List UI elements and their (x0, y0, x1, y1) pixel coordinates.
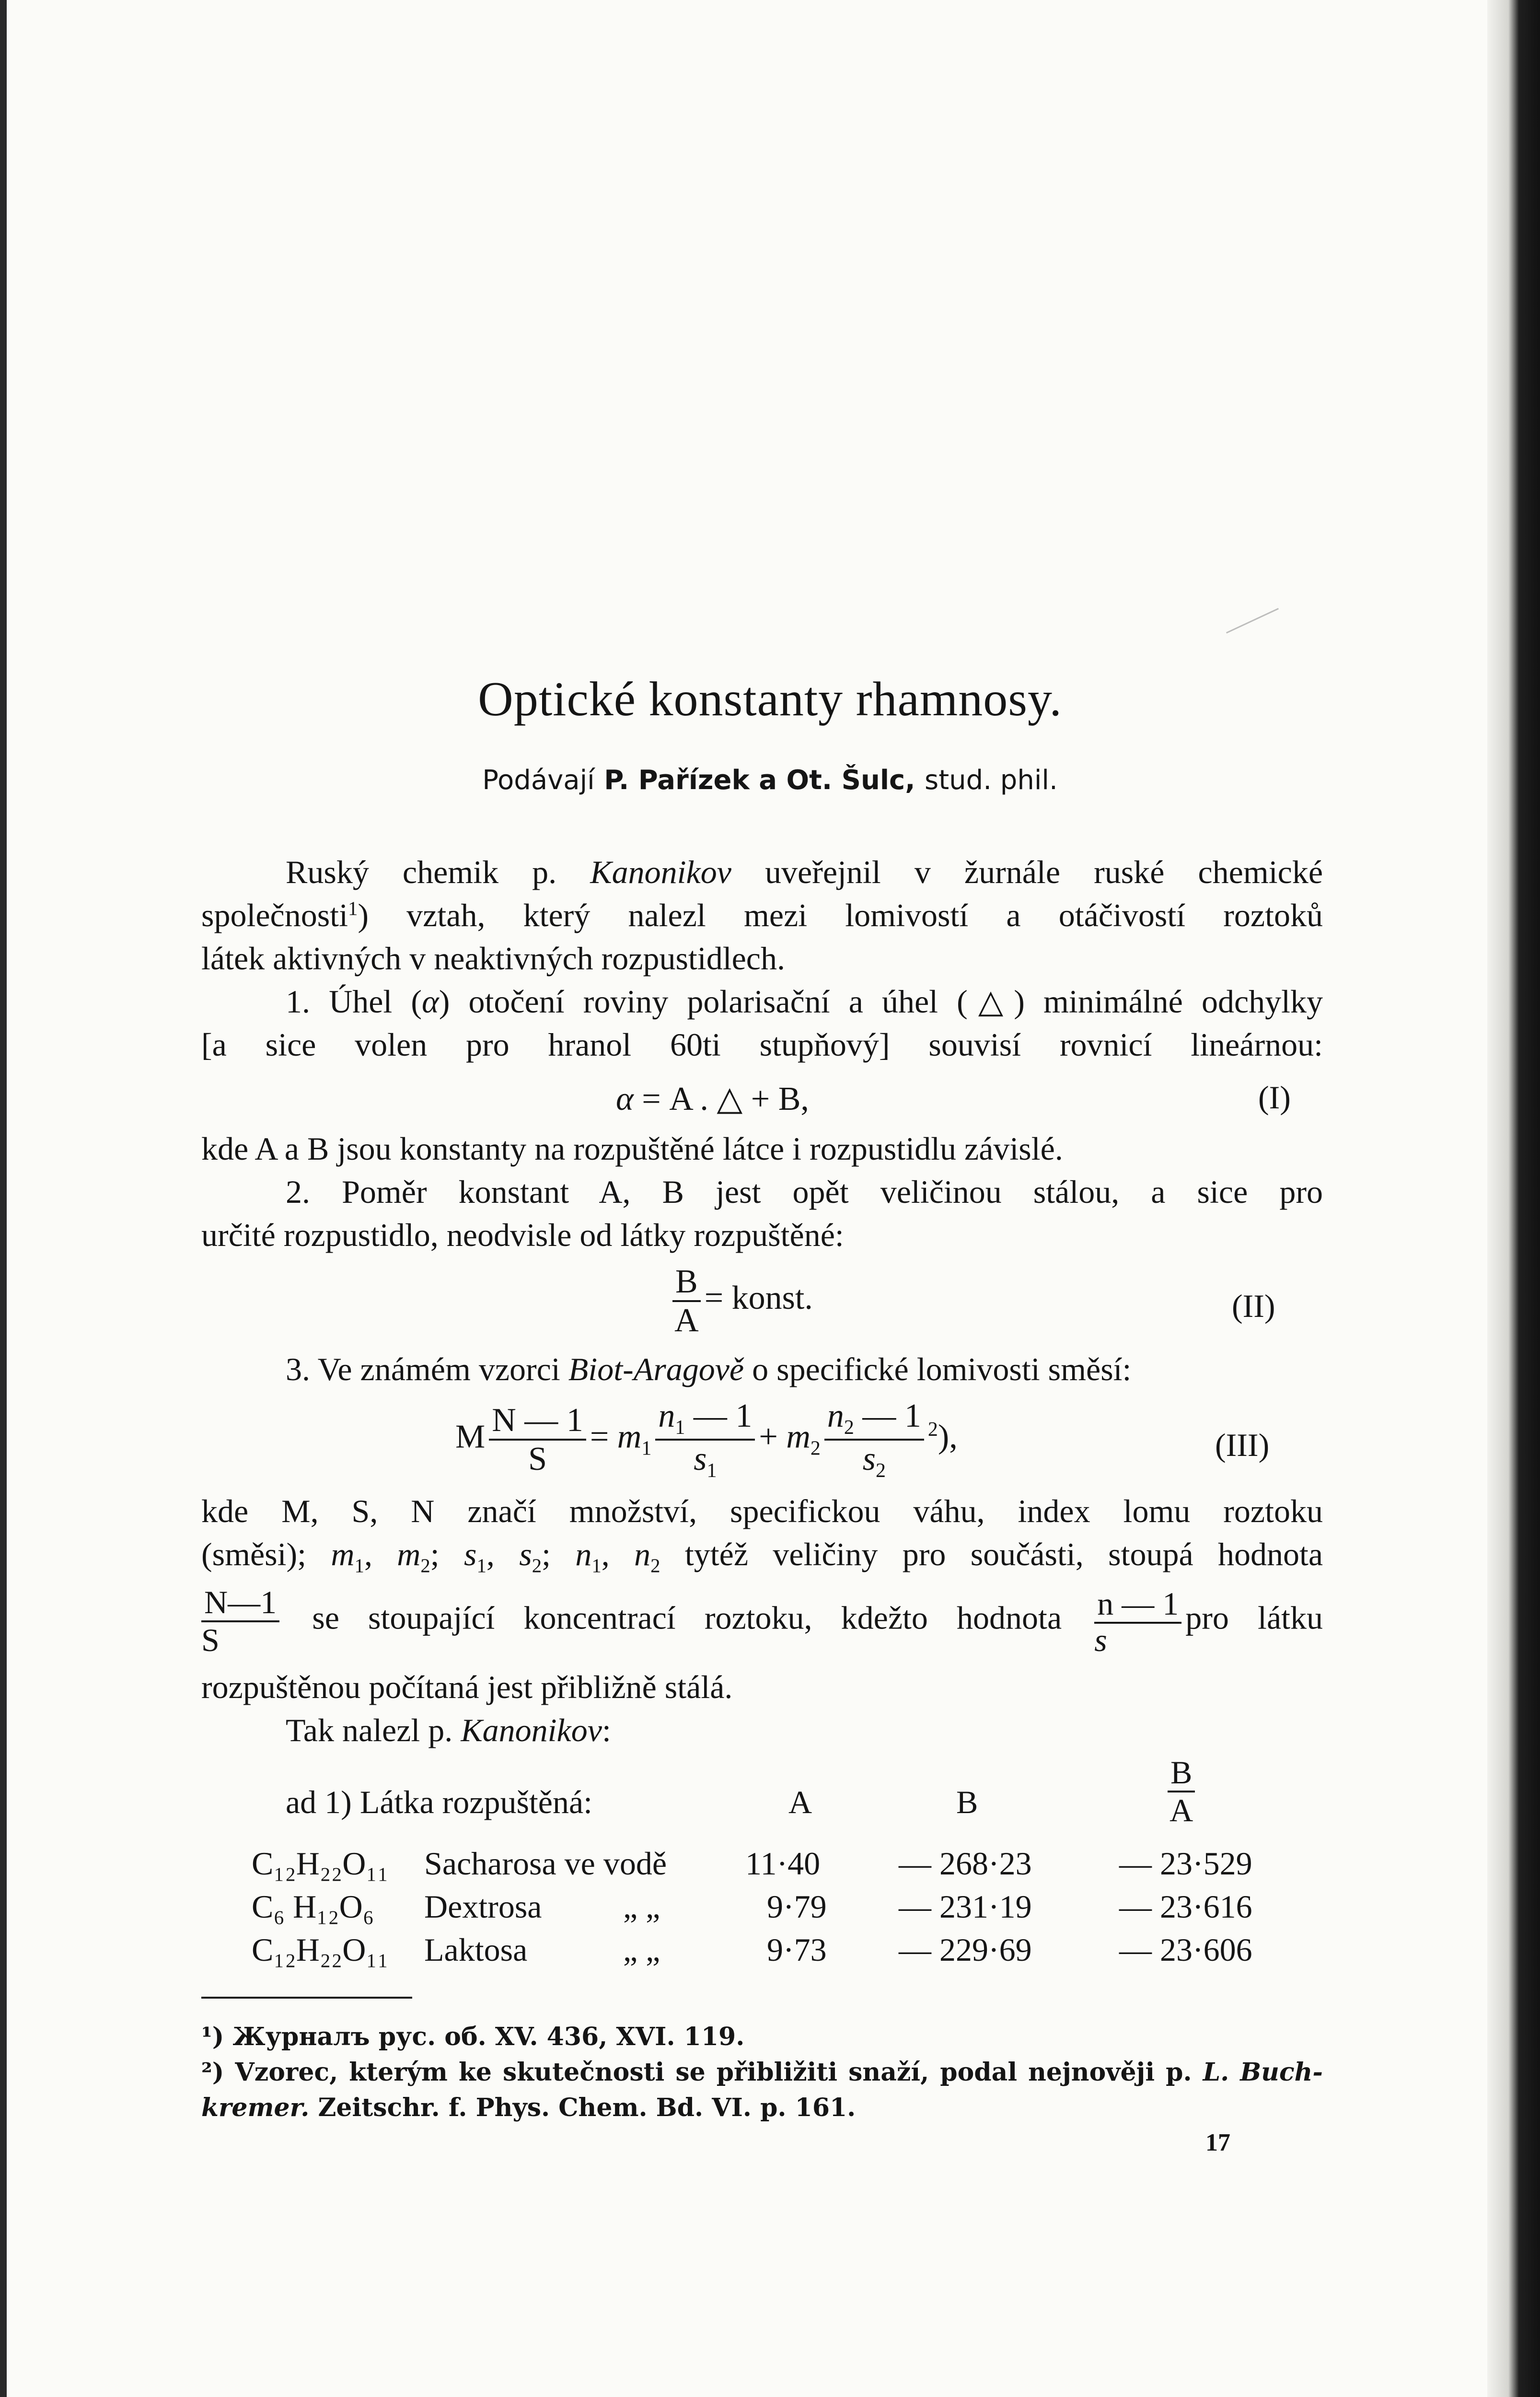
equation-number-1: (I) (1258, 1079, 1291, 1116)
denominator: S (201, 1621, 220, 1658)
formula: C₁₂H₂₂O₁₁ (252, 1932, 389, 1968)
eq3-m: M (455, 1418, 486, 1455)
n2: n (827, 1397, 844, 1434)
ditto-marks: „ „ (623, 1888, 660, 1925)
alpha-symbol: α (422, 983, 439, 1020)
footnote-text: Zeitschr. f. Phys. Chem. Bd. VI. p. 161. (318, 2093, 856, 2122)
article-title: Optické konstanty rhamnosy. (478, 672, 1062, 726)
equals: = (590, 1418, 609, 1455)
footnote-1 (201, 2022, 1323, 2051)
text: pro látku (1185, 1599, 1323, 1636)
scan-mark (1223, 602, 1279, 633)
author-name: Kanonikov (590, 854, 731, 890)
alpha-symbol: α (616, 1081, 634, 1117)
semicolon: ; (542, 1536, 551, 1572)
formula: C₁₂H₂₂O₁₁ (252, 1845, 389, 1882)
substance-name: Sacharosa ve vodě (424, 1845, 667, 1882)
point3-after-line2 (201, 1538, 1323, 1576)
equation-2 (669, 1263, 813, 1339)
footnote-author: kremer. (201, 2093, 310, 2122)
page-number: 17 (1205, 2129, 1230, 2156)
point3-after-line3 (201, 1584, 1323, 1658)
close-paren: ), (938, 1418, 958, 1455)
n: n (634, 1536, 651, 1572)
n1: n (658, 1397, 675, 1434)
para1-line2 (201, 899, 1323, 931)
sub: 1 (476, 1555, 486, 1577)
footnote-2-line2 (201, 2093, 1323, 2122)
denominator (655, 1441, 755, 1482)
byline (0, 765, 1540, 796)
s1: s (694, 1441, 707, 1478)
footnote-author: L. Buch- (1203, 2058, 1323, 2087)
sub: 1 (354, 1555, 364, 1577)
point1-line1 (201, 985, 1323, 1018)
footnote-rule (201, 1997, 412, 1999)
point3-after-line4: rozpuštěnou počítaná jest přibližně stálá. (201, 1669, 733, 1705)
byline-authors: P. Pařízek a Ot. Šulc, (604, 765, 915, 796)
s: s (464, 1536, 477, 1572)
fraction-b-over-a (1168, 1755, 1195, 1828)
denominator: S (528, 1441, 547, 1478)
delta-symbol: △ (967, 983, 1014, 1020)
m2: m (786, 1418, 811, 1455)
author-name: Kanonikov (461, 1712, 602, 1748)
text: společnosti (201, 897, 348, 933)
denominator: A (674, 1302, 699, 1339)
byline-prefix: Podávají (482, 765, 595, 796)
sub: 2 (650, 1555, 660, 1577)
numerator: B (1168, 1755, 1195, 1792)
point1-line2: [a sice volen pro hranol 60ti stupňový] souvisí rovnicí lineárnou: (201, 1026, 1323, 1063)
text: 1. Úhel ( (286, 983, 422, 1020)
substance-name: Laktosa (424, 1932, 528, 1968)
equation-rhs: = konst. (704, 1280, 813, 1317)
m: m (397, 1536, 421, 1572)
denominator (824, 1441, 924, 1482)
footnote-mark: ²) (201, 2058, 224, 2087)
value-ratio: — 23·616 (1119, 1888, 1252, 1925)
point3-after-line1: kde M, S, N značí množství, specifickou váhu, index lomu roztoku (201, 1493, 1323, 1529)
text: se stoupající koncentrací roztoku, kdežto hodnota (312, 1599, 1062, 1636)
table-header-ratio (1164, 1755, 1199, 1828)
plus: + (759, 1418, 778, 1455)
equation-3 (455, 1397, 958, 1482)
fraction-N-minus-1-over-S (201, 1584, 279, 1658)
substance-name: Dextrosa (424, 1888, 542, 1925)
fraction-n-minus-1-over-s (489, 1402, 586, 1478)
point1-after: kde A a B jsou konstanty na rozpuštěné látce i rozpustidlu závislé. (201, 1130, 1063, 1167)
value-a: 11·40 (745, 1845, 821, 1882)
table-header-b: B (956, 1784, 978, 1820)
colon: : (602, 1712, 611, 1748)
footnote-ref: 1 (347, 897, 358, 919)
n: n (575, 1536, 592, 1572)
m2-sub: 2 (810, 1437, 821, 1460)
point2-line1: 2. Poměr konstant A, B jest opět veličinou stálou, a sice pro (286, 1174, 1323, 1210)
value-b: — 229·69 (899, 1932, 1032, 1968)
footnote-text: Журналъ рус. об. XV. 436, XVI. 119. (232, 2022, 745, 2051)
numerator: N—1 (201, 1584, 279, 1622)
scan-edge-right (1487, 0, 1540, 2397)
value-a: 9·79 (767, 1888, 827, 1925)
table-header-a: A (788, 1784, 812, 1820)
table-header-label: ad 1) Látka rozpuštěná: (286, 1784, 593, 1820)
formula-name: Biot-Aragově (568, 1351, 744, 1387)
numerator: B (672, 1263, 701, 1302)
fraction-n2-over-s2 (824, 1397, 924, 1482)
para1-line1 (201, 856, 1323, 888)
para1-line3: látek aktivných v neaktivných rozpustidlech. (201, 940, 785, 977)
numerator (824, 1397, 924, 1441)
sub: 2 (844, 1417, 854, 1439)
text: uveřejnil v žurnále ruské chemické (765, 854, 1323, 890)
text: tytéž veličiny pro součásti, stoupá hodnota (684, 1536, 1323, 1572)
sub: 2 (532, 1555, 542, 1577)
numerator: n — 1 (1094, 1586, 1181, 1624)
comma: , (486, 1536, 495, 1572)
ditto-marks: „ „ (623, 1932, 660, 1968)
fraction-n-minus-1-over-s (1094, 1585, 1181, 1659)
s: s (519, 1536, 532, 1572)
scan-edge-left (0, 0, 7, 2397)
text: ) otočení roviny polarisační a úhel ( (439, 983, 968, 1020)
formula: C₆ H₁₂O₆ (252, 1888, 374, 1925)
sub: 1 (706, 1460, 717, 1482)
byline-suffix: stud. phil. (925, 765, 1058, 796)
equation-number-3: (III) (1215, 1427, 1270, 1463)
fraction-b-over-a (672, 1263, 701, 1339)
comma: , (601, 1536, 610, 1572)
value-ratio: — 23·606 (1119, 1932, 1252, 1968)
fraction-n1-over-s1 (655, 1397, 755, 1482)
m: m (331, 1536, 355, 1572)
equation-1 (616, 1079, 809, 1118)
text: ) minimálné odchylky (1014, 983, 1323, 1020)
equation-number-2: (II) (1232, 1288, 1275, 1324)
value-b: — 231·19 (899, 1888, 1032, 1925)
comma: , (364, 1536, 372, 1572)
s2: s (862, 1441, 876, 1478)
sub: 1 (675, 1417, 685, 1439)
sub: 2 (420, 1555, 430, 1577)
denominator: s (1094, 1622, 1107, 1659)
text: ) vztah, který nalezl mezi lomivostí a otáčivostí roztoků (358, 897, 1323, 933)
footnote-ref: 2 (927, 1418, 938, 1441)
m1: m (617, 1418, 642, 1455)
point3-after-line5 (286, 1714, 1323, 1746)
denominator: A (1169, 1792, 1193, 1828)
point3-line (201, 1353, 1323, 1385)
text: Tak nalezl p. (286, 1712, 453, 1748)
semicolon: ; (430, 1536, 440, 1572)
value-b: — 268·23 (899, 1845, 1032, 1882)
footnote-2-line1 (201, 2058, 1323, 2087)
text: Ruský chemik p. (286, 854, 557, 890)
text: 3. Ve známém vzorci (286, 1351, 560, 1387)
m1-sub: 1 (641, 1437, 652, 1460)
footnote-text: Vzorec, kterým ke skutečnosti se přibližiti snaží, podal nejnověji p. (235, 2058, 1192, 2087)
value-a: 9·73 (767, 1932, 827, 1968)
sub: 1 (591, 1555, 602, 1577)
point2-line2: určité rozpustidlo, neodvisle od látky rozpuštěné: (201, 1217, 844, 1253)
minus-one: — 1 (854, 1397, 921, 1434)
text: (směsi); (201, 1536, 307, 1572)
equation-body: = A . △ + B, (642, 1081, 809, 1117)
numerator (655, 1397, 755, 1441)
footnote-mark: ¹) (201, 2022, 224, 2051)
minus-one: — 1 (685, 1397, 753, 1434)
numerator: N — 1 (489, 1402, 586, 1441)
value-ratio: — 23·529 (1119, 1845, 1252, 1882)
sub: 2 (876, 1460, 886, 1482)
text: o specifické lomivosti směsí: (752, 1351, 1132, 1387)
